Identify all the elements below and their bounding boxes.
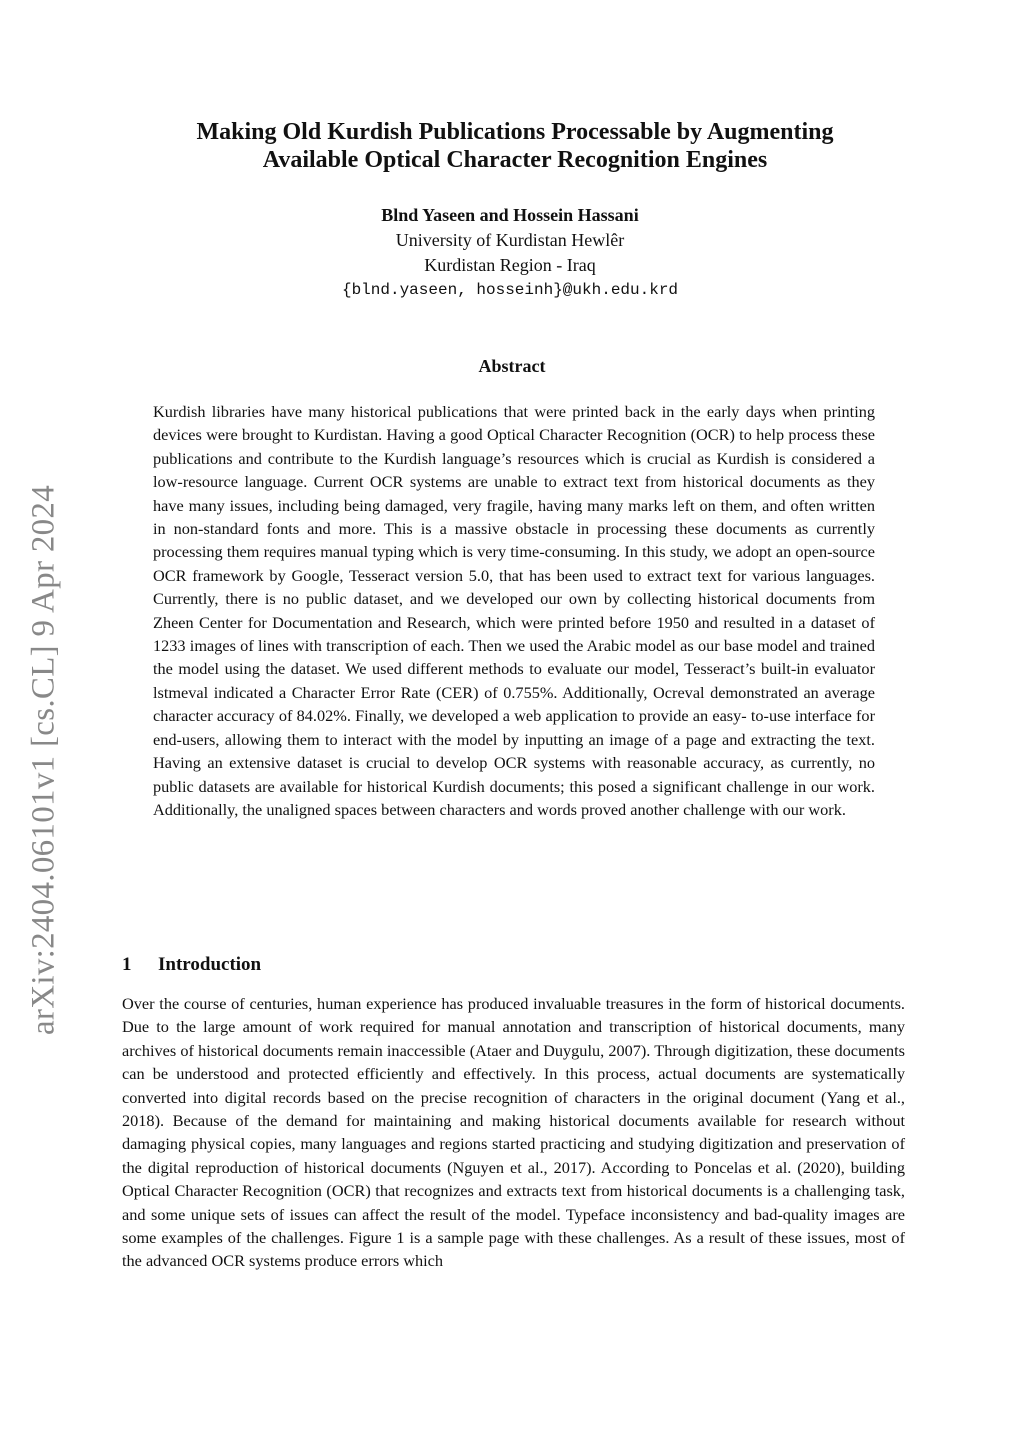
abstract-heading: Abstract: [478, 356, 546, 376]
title-line-2: Available Optical Character Recognition Engines: [262, 147, 768, 173]
section-title: Introduction: [158, 954, 262, 975]
author-names: Blnd Yaseen and Hossein Hassani: [381, 205, 639, 225]
author-affiliation: University of Kurdistan Hewlêr: [395, 230, 625, 250]
section-number: 1: [122, 954, 132, 975]
arxiv-identifier-stamp: [14, 460, 74, 1060]
author-block: [160, 203, 860, 303]
author-email: {blnd.yaseen, hosseinh}@ukh.edu.krd: [341, 281, 679, 299]
title-line-1: Making Old Kurdish Publications Processable by Augmenting: [196, 119, 834, 145]
introduction-text: Over the course of centuries, human experience has produced invaluable treasures in the form of historical documents. Due to the large amount of work required for manual annotation and transcription of historical documents, many archives of historical documents remain inaccessible (Ataer and Duygulu, 2007). Through digitization, these documents can be understood and protected efficiently and effectively. In this process, actual documents are systematically converted into digital records based on the precise recognition of characters in the original document (Yang et al., 2018). Because of the demand for maintaining and making historical documents available for research without damaging physical copies, many languages and regions started practicing and studying digitization and preservation of the digital reproduction of historical documents (Nguyen et al., 2017). According to Poncelas et al. (2020), building Optical Character Recognition (OCR) that recognizes and extracts text from historical documents is a challenging task, and some unique sets of issues can affect the result of the model. Typeface inconsistency and bad-quality images are some examples of the challenges. Figure 1 is a sample page with these challenges. As a result of these issues, most of the advanced OCR systems produce errors which: [122, 994, 905, 1271]
paper-title: [110, 118, 920, 174]
author-region: Kurdistan Region - Iraq: [424, 255, 596, 275]
arxiv-identifier-text: arXiv:2404.06101v1 [cs.CL] 9 Apr 2024: [25, 484, 62, 1036]
abstract-text: Kurdish libraries have many historical publications that were printed back in the early days when printing devices were brought to Kurdistan. Having a good Optical Character Recognition (OCR) to help process these publications and contribute to the Kurdish language’s resources which is crucial as Kurdish is considered a low-resource language. Current OCR systems are unable to extract text from historical documents as they have many issues, including being damaged, very fragile, having many marks left on them, and often written in non-standard fonts and more. This is a massive obstacle in processing these documents as currently processing them requires manual typing which is very time-consuming. In this study, we adopt an open-source OCR framework by Google, Tesseract version 5.0, that has been used to extract text for various languages. Currently, there is no public dataset, and we developed our own by collecting historical documents from Zheen Center for Documentation and Research, which were printed before 1950 and resulted in a dataset of 1233 images of lines with transcription of each. Then we used the Arabic model as our base model and trained the model using the dataset. We used different methods to evaluate our model, Tesseract’s built-in evaluator lstmeval indicated a Character Error Rate (CER) of 0.755%. Additionally, Ocreval demonstrated an average character accuracy of 84.02%. Finally, we developed a web application to provide an easy- to-use interface for end-users, allowing them to interact with the model by inputting an image of a page and extracting the text. Having an extensive dataset is crucial to develop OCR systems with reasonable accuracy, as currently, no public datasets are available for historical Kurdish documents; this posed a significant challenge in our work. Additionally, the unaligned spaces between characters and words proved another challenge with our work.: [153, 402, 875, 819]
section-heading-introduction: [122, 954, 622, 976]
